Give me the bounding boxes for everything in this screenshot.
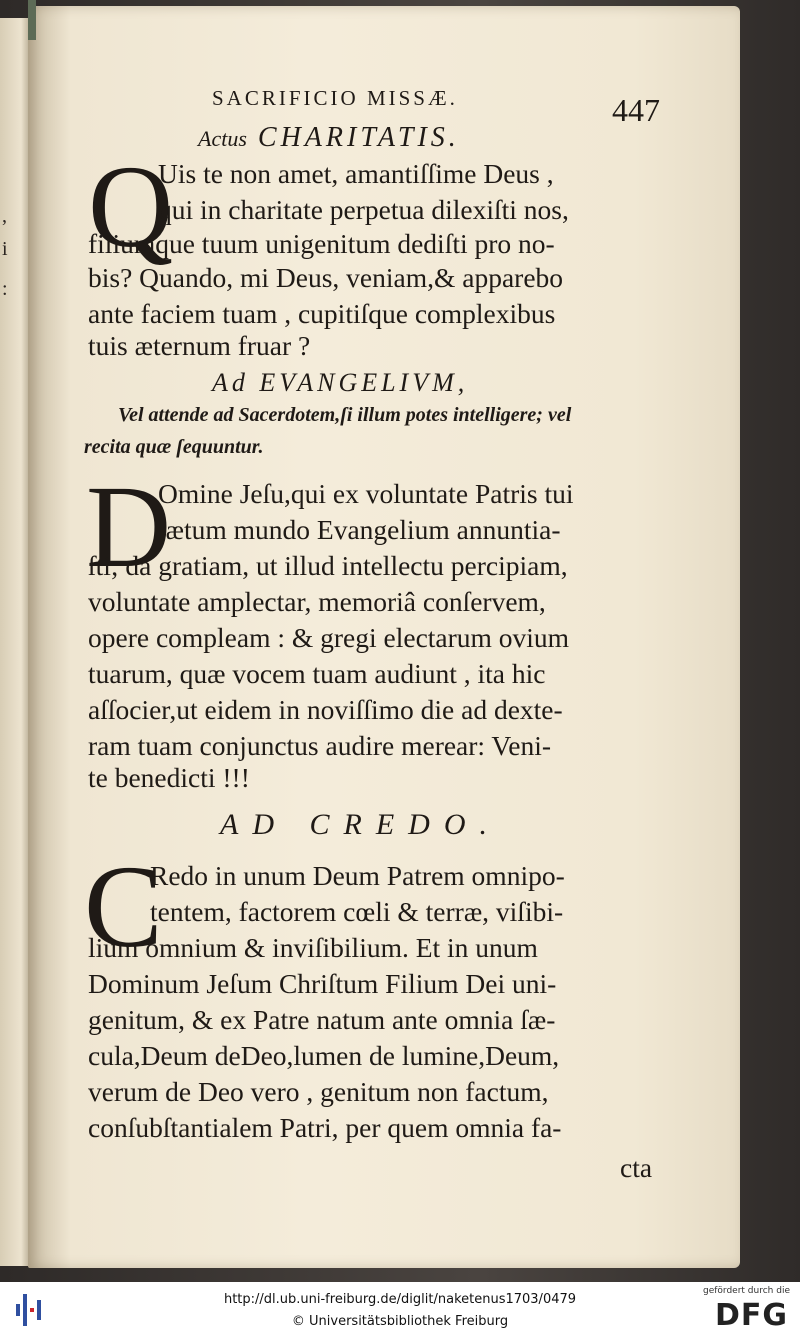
text-line: filiumque tuum unigenitum dediſti pro no- — [88, 228, 555, 259]
heading-main: CHARITATIS. — [257, 122, 460, 153]
text-line: Dominum Jeſum Chriſtum Filium Dei uni- — [88, 968, 557, 999]
text-line: opere compleam : & gregi electarum ovium — [88, 622, 570, 653]
text-line: cula,Deum deDeo,lumen de lumine,Deum, — [88, 1040, 560, 1071]
text-line: aſſocier,ut eidem in noviſſimo die ad dexte- — [88, 694, 563, 725]
text-line: Redo in unum Deum Patrem omnipo- — [150, 860, 565, 891]
text-line: tuarum, quæ vocem tuam audiunt , ita hic — [88, 658, 546, 689]
text-line: lætum mundo Evangelium annuntia- — [158, 514, 561, 545]
rubric-line: Vel attende ad Sacerdotem,ſi illum potes intelligere; vel — [118, 404, 572, 426]
text-line: conſubſtantialem Patri, per quem omnia fa- — [88, 1112, 562, 1143]
viewer-footer — [0, 1282, 800, 1338]
text-line: verum de Deo vero , genitum non factum, — [88, 1076, 549, 1107]
source-url[interactable]: http://dl.ub.uni-freiburg.de/diglit/naketenus1703/0479 — [223, 1292, 577, 1307]
dfg-logo: DFG — [714, 1298, 788, 1333]
sponsor-caption: gefördert durch die — [703, 1286, 790, 1296]
text-line: Omine Jeſu,qui ex voluntate Patris tui — [158, 478, 574, 509]
section-heading-charitas — [198, 122, 460, 154]
text-line: Uis te non amet, amantiſſime Deus , — [158, 158, 554, 189]
copyright-notice: © Universitätsbibliothek Freiburg — [291, 1314, 509, 1329]
text-line: ante faciem tuam , cupitiſque complexibus — [88, 298, 556, 329]
catchword: cta — [620, 1152, 653, 1183]
text-line: ram tuam conjunctus audire merear: Veni- — [88, 730, 552, 761]
text-line: tentem, factorem cœli & terræ, viſibi- — [150, 896, 564, 927]
facing-page-mark: , — [2, 205, 7, 227]
text-line: bis? Quando, mi Deus, veniam,& apparebo — [88, 262, 564, 293]
text-line: tuis æternum fruar ? — [88, 330, 311, 361]
rubric-line: recita quæ ſequuntur. — [84, 436, 264, 458]
text-line: qui in charitate perpetua dilexiſti nos, — [158, 194, 569, 225]
binding-thread — [28, 0, 36, 40]
text-line: voluntate amplectar, memoriâ conſervem, — [88, 586, 546, 617]
facing-page-mark: i — [2, 238, 8, 260]
text-line: te benedicti !!! — [88, 762, 250, 793]
section-heading-evangelium: Ad EVANGELIVM, — [212, 368, 469, 397]
drop-cap-d: D — [86, 461, 172, 592]
drop-cap-c: C — [84, 841, 163, 972]
drop-cap-q: Q — [88, 141, 174, 272]
section-heading-credo: AD CREDO. — [220, 808, 501, 841]
heading-prefix: Actus — [198, 126, 247, 151]
running-title: SACRIFICIO MISSÆ. — [212, 86, 458, 110]
text-line: genitum, & ex Patre natum ante omnia ſæ- — [88, 1004, 556, 1035]
text-line: lium omnium & inviſibilium. Et in unum — [88, 932, 538, 963]
page-number: 447 — [612, 92, 660, 128]
facing-page-mark: : — [2, 278, 8, 300]
text-line: ſti; da gratiam, ut illud intellectu percipiam, — [88, 550, 568, 581]
